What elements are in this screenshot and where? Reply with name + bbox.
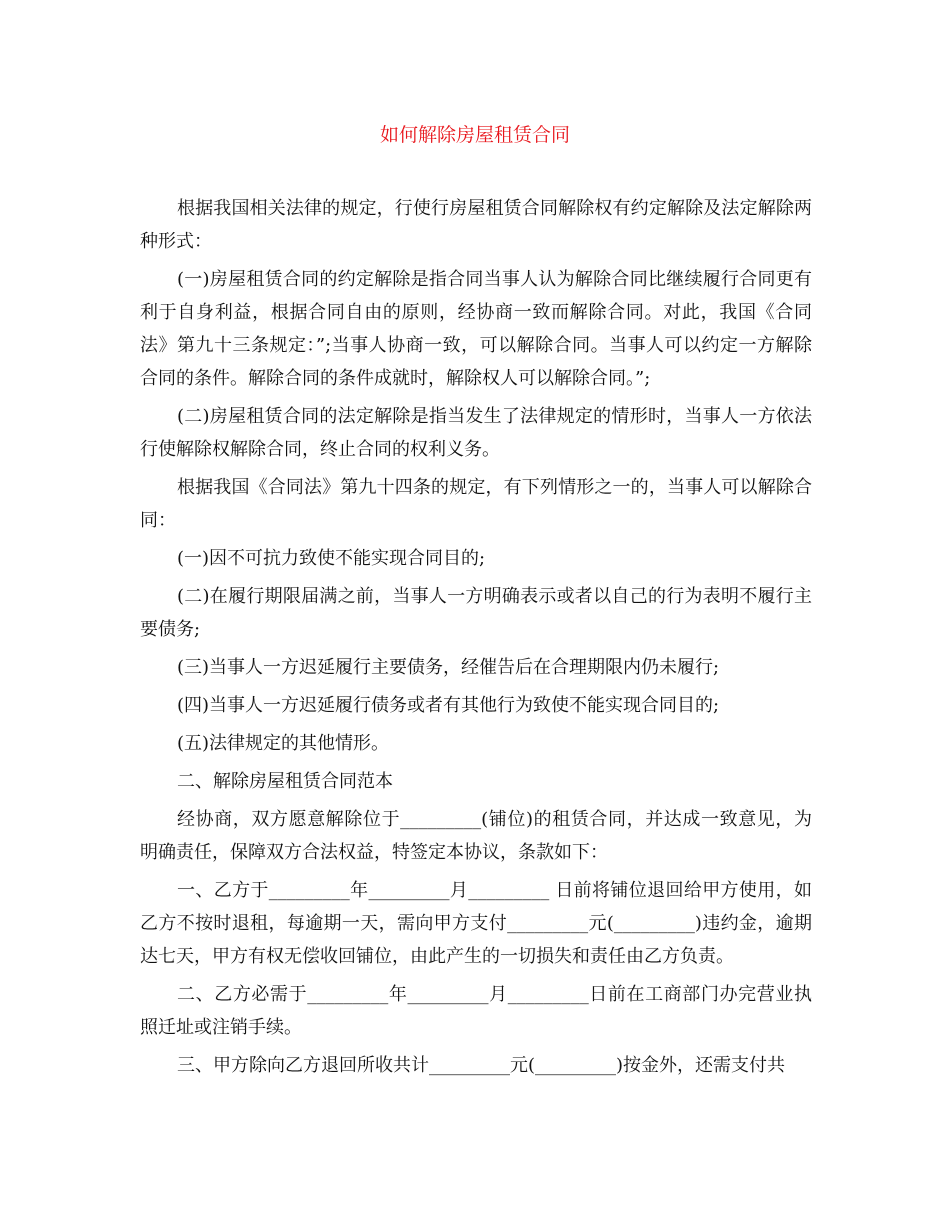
paragraph-intro: 根据我国相关法律的规定，行使行房屋租赁合同解除权有约定解除及法定解除两种形式： xyxy=(140,198,812,252)
clause-two: 二、乙方必需于_________年_________月_________日前在工商部门办完营业执照迁址或注销手续。 xyxy=(140,984,812,1038)
list-item-other-circumstances: (五)法律规定的其他情形。 xyxy=(177,733,390,754)
document-body xyxy=(140,192,812,1087)
section-heading-template: 二、解除房屋租赁合同范本 xyxy=(177,771,393,792)
list-item-delay-after-notice: (三)当事人一方迟延履行主要债务，经催告后在合理期限内仍未履行; xyxy=(177,657,720,678)
paragraph-statutory-termination: (二)房屋租赁合同的法定解除是指当发生了法律规定的情形时，当事人一方依法行使解除权解除合同，终止合同的权利义务。 xyxy=(140,406,812,460)
clause-one: 一、乙方于_________年_________月_________ 日前将铺位退回给甲方使用，如乙方不按时退租，每逾期一天，需向甲方支付_________元(_________)违约金，逾期达七天，甲方有权无偿收回铺位，由此产生的一切损失和责任由乙方负责。 xyxy=(140,880,812,967)
clause-three: 三、甲方除向乙方退回所收共计_________元(_________)按金外，还需支付共 xyxy=(177,1055,786,1076)
paragraph-template-preamble: 经协商，双方愿意解除位于_________(铺位)的租赁合同，并达成一致意见，为明确责任，保障双方合法权益，特签定本协议，条款如下： xyxy=(140,809,812,863)
list-item-anticipatory-breach: (二)在履行期限届满之前，当事人一方明确表示或者以自己的行为表明不履行主要债务; xyxy=(140,586,812,640)
paragraph-article-94: 根据我国《合同法》第九十四条的规定，有下列情形之一的，当事人可以解除合同： xyxy=(140,477,812,531)
paragraph-agreed-termination: (一)房屋租赁合同的约定解除是指合同当事人认为解除合同比继续履行合同更有利于自身利益，根据合同自由的原则，经协商一致而解除合同。对此，我国《合同法》第九十三条规定：”;当事人协商一致，可以解除合同。当事人可以约定一方解除合同的条件。解除合同的条件成就时，解除权人可以解除合同。”; xyxy=(140,269,812,389)
list-item-force-majeure: (一)因不可抗力致使不能实现合同目的; xyxy=(177,548,486,569)
list-item-delay-frustration: (四)当事人一方迟延履行债务或者有其他行为致使不能实现合同目的; xyxy=(177,695,720,716)
document-title: 如何解除房屋租赁合同 xyxy=(379,124,570,146)
